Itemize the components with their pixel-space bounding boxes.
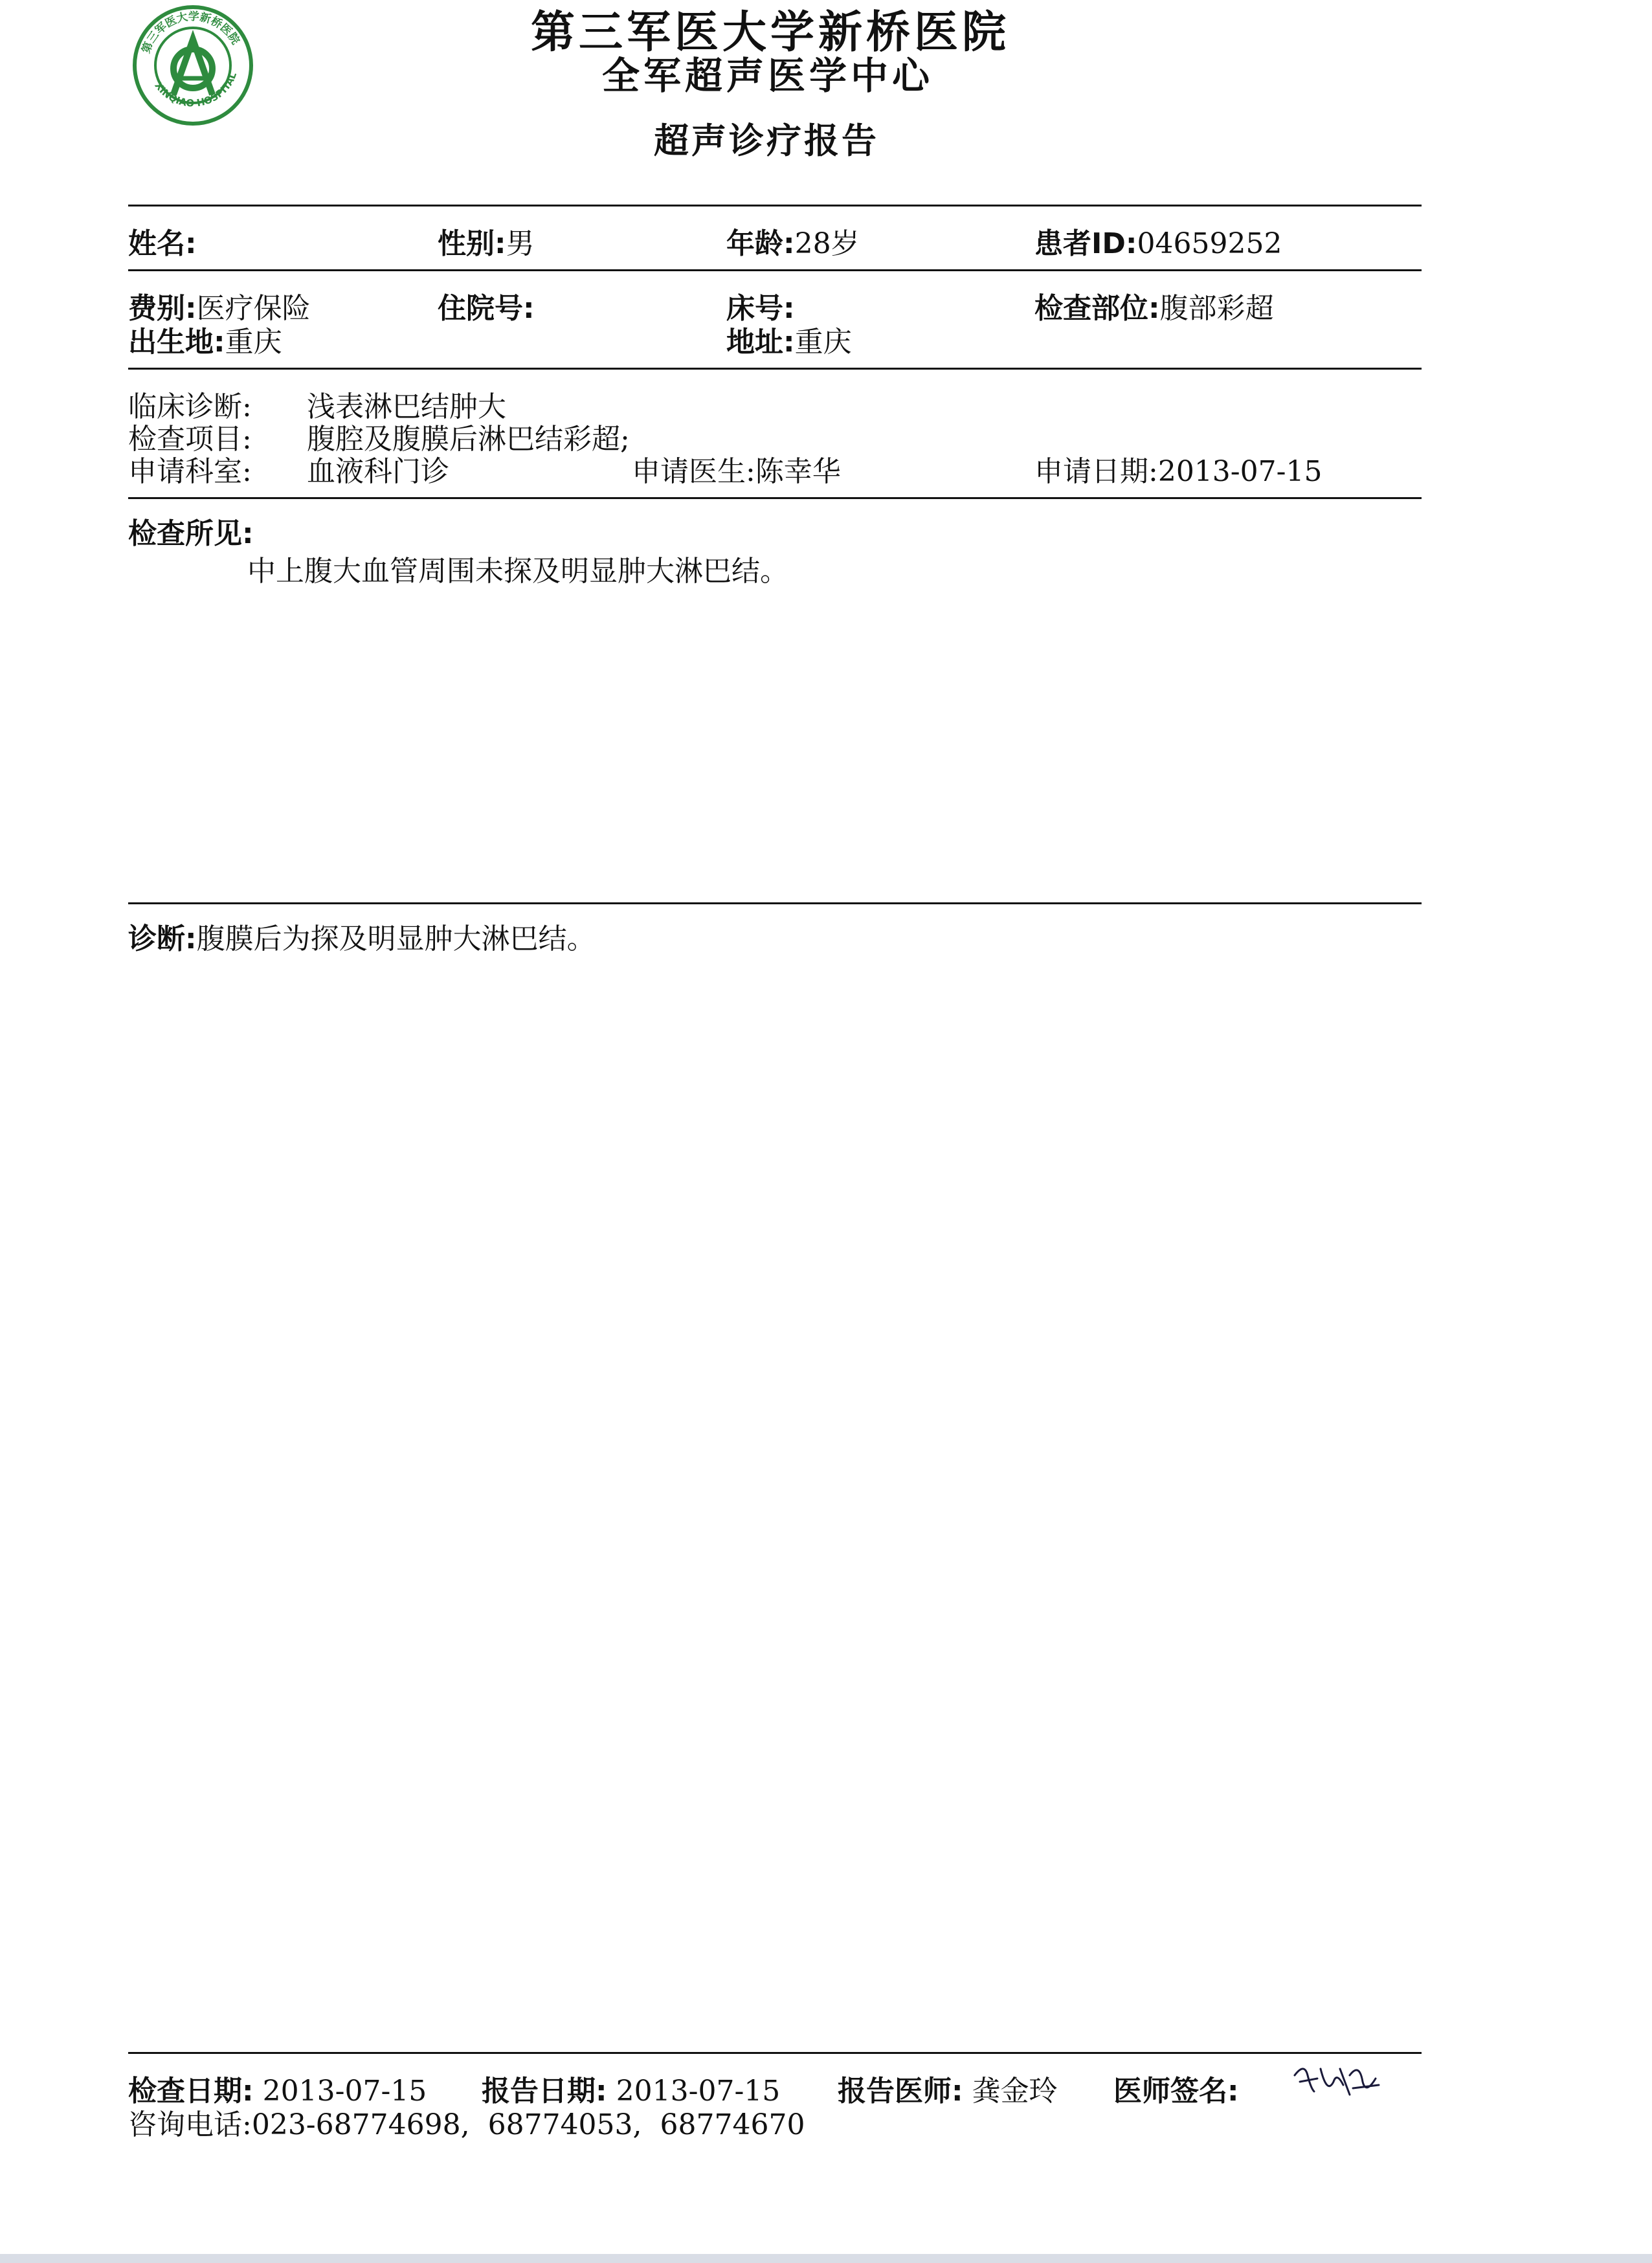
request-dept-value: 血液科门诊	[307, 455, 449, 488]
findings-text: 中上腹大血管周围未探及明显肿大淋巴结。	[247, 555, 788, 588]
clinical-diagnosis-value: 浅表淋巴结肿大	[307, 390, 506, 423]
divider	[128, 902, 1422, 904]
exam-date-field: 检查日期: 2013-07-15	[128, 2075, 427, 2108]
inpatient-no-field: 住院号:	[438, 292, 535, 325]
divider	[128, 269, 1422, 271]
center-name: 全军超声医学中心	[602, 54, 934, 98]
address-field: 地址:重庆	[726, 326, 852, 359]
report-date-field: 报告日期: 2013-07-15	[482, 2075, 781, 2108]
hospital-logo-icon	[128, 4, 258, 127]
bed-no-field: 床号:	[726, 292, 795, 325]
clinical-diagnosis-label: 临床诊断:	[128, 390, 252, 423]
divider	[128, 205, 1422, 206]
patient-age-field: 年龄:28岁	[726, 227, 860, 260]
request-dept-label: 申请科室:	[128, 455, 252, 488]
divider	[128, 2052, 1422, 2054]
patient-id-field: 患者ID:04659252	[1034, 227, 1282, 260]
exam-item-label: 检查项目:	[128, 423, 252, 456]
exam-part-field: 检查部位:腹部彩超	[1034, 292, 1274, 325]
diagnosis-field: 诊断:腹膜后为探及明显肿大淋巴结。	[128, 922, 596, 955]
exam-item-value: 腹腔及腹膜后淋巴结彩超;	[307, 423, 630, 456]
request-doctor-field: 申请医生:陈幸华	[632, 455, 841, 488]
report-doctor-field: 报告医师: 龚金玲	[838, 2075, 1058, 2108]
fee-type-field: 费别:医疗保险	[128, 292, 311, 325]
divider	[128, 497, 1422, 499]
divider	[128, 368, 1422, 370]
svg-text:第三军医大学新桥医院: 第三军医大学新桥医院	[139, 10, 242, 56]
patient-name-field: 姓名:	[128, 227, 197, 260]
birthplace-field: 出生地:重庆	[128, 326, 282, 359]
report-title: 超声诊疗报告	[654, 120, 879, 161]
request-date-field: 申请日期:2013-07-15	[1034, 455, 1323, 488]
hospital-name: 第三军医大学新桥医院	[531, 6, 1010, 58]
findings-label: 检查所见:	[128, 517, 254, 550]
phone-field: 咨询电话:023-68774698, 68774053, 68774670	[128, 2108, 805, 2141]
svg-text:XINQIAO HOSPITAL: XINQIAO HOSPITAL	[152, 71, 240, 109]
patient-sex-field: 性别:男	[438, 227, 535, 260]
scan-edge	[0, 2254, 1652, 2263]
doctor-signature	[1288, 2056, 1385, 2108]
signature-label: 医师签名:	[1113, 2075, 1239, 2108]
